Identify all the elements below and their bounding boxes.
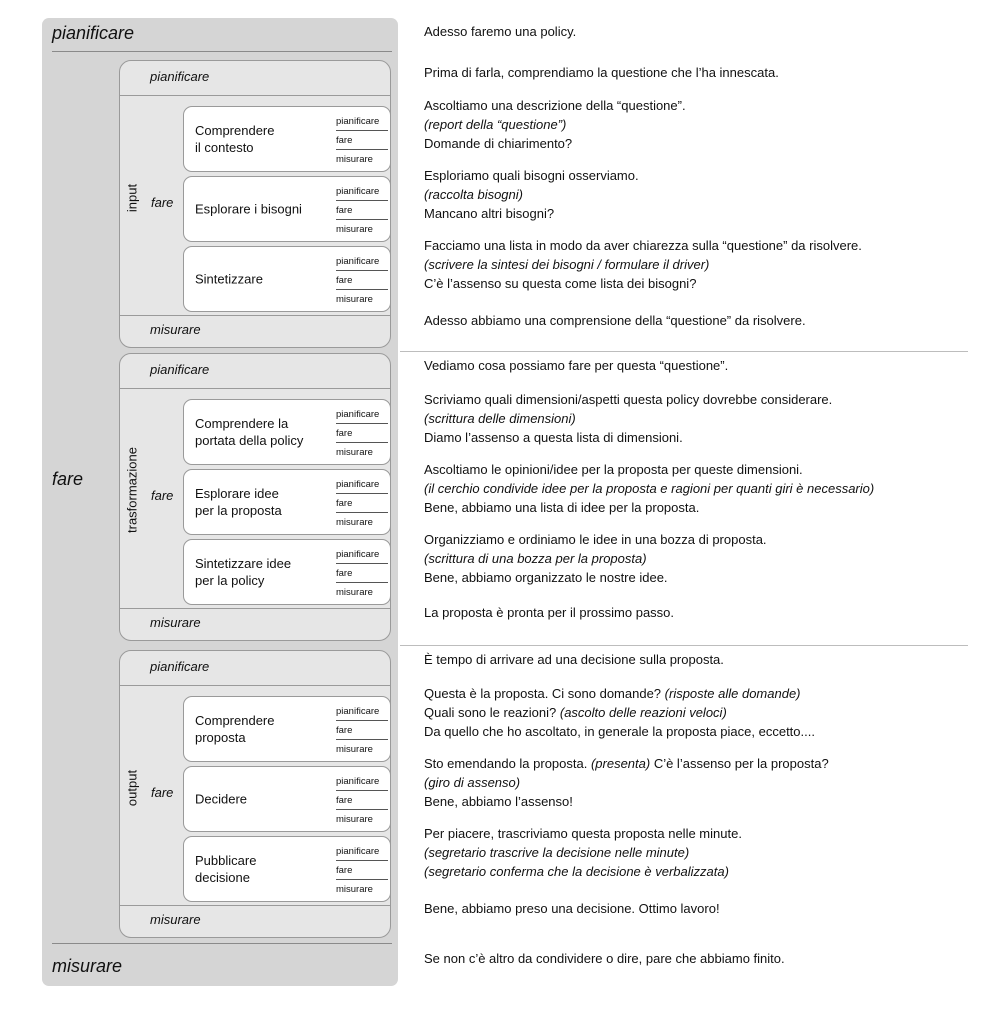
instruction-note: (raccolta bisogni) xyxy=(424,187,523,202)
step-card xyxy=(183,696,391,762)
instruction-block xyxy=(424,236,984,293)
instruction-text: Questa è la proposta. Ci sono domande? xyxy=(424,686,665,701)
instruction-line xyxy=(424,684,984,703)
instruction-text: Organizziamo e ordiniamo le idee in una bozza di proposta. xyxy=(424,532,767,547)
instruction-text: Esploriamo quali bisogni osserviamo. xyxy=(424,168,639,183)
phase-fare-label: fare xyxy=(151,488,174,503)
instruction-text: Prima di farla, comprendiamo la questione che l’ha innescata. xyxy=(424,65,779,80)
instruction-line xyxy=(424,549,984,568)
step-mini-cycle xyxy=(336,112,388,169)
instruction-line xyxy=(424,204,984,223)
instruction-text: Per piacere, trascriviamo questa proposta nelle minute. xyxy=(424,826,742,841)
step-mini-cycle xyxy=(336,842,388,899)
phase-name-label: trasformazione xyxy=(124,447,140,533)
mini-fare-label: fare xyxy=(336,791,388,810)
instruction-line xyxy=(424,530,984,549)
instruction-line xyxy=(424,134,984,153)
instruction-text: Bene, abbiamo una lista di idee per la proposta. xyxy=(424,500,700,515)
instruction-line xyxy=(424,754,984,773)
phase-top-divider xyxy=(120,685,390,686)
instruction-block xyxy=(424,650,984,669)
phase-pianificare-label: pianificare xyxy=(150,362,210,377)
instruction-line xyxy=(424,115,984,134)
phase-misurare-label: misurare xyxy=(150,912,201,927)
phase-1 xyxy=(119,353,391,641)
instruction-text: C’è l’assenso su questa come lista dei bisogni? xyxy=(424,276,697,291)
instruction-note: (segretario trascrive la decisione nelle minute) xyxy=(424,845,690,860)
instruction-line xyxy=(424,843,984,862)
instruction-line xyxy=(424,773,984,792)
instruction-note: (report della “questione”) xyxy=(424,117,567,132)
phase-pianificare-label: pianificare xyxy=(150,659,210,674)
instruction-text: Facciamo una lista in modo da aver chiarezza sulla “questione” da risolvere. xyxy=(424,238,862,253)
mini-pianificare-label: pianificare xyxy=(336,182,388,201)
instruction-line xyxy=(424,22,984,41)
instruction-text: Scriviamo quali dimensioni/aspetti questa policy dovrebbe considerare. xyxy=(424,392,833,407)
instruction-text: Mancano altri bisogni? xyxy=(424,206,555,221)
instruction-text: Ascoltiamo le opinioni/idee per la proposta per queste dimensioni. xyxy=(424,462,803,477)
mini-fare-label: fare xyxy=(336,721,388,740)
outer-top-divider xyxy=(52,51,392,52)
instruction-line xyxy=(424,568,984,587)
section-divider-1 xyxy=(400,351,968,352)
mini-misurare-label: misurare xyxy=(336,224,373,235)
mini-pianificare-label: pianificare xyxy=(336,252,388,271)
outer-fare-label: fare xyxy=(52,469,84,489)
phase-bottom-divider xyxy=(120,608,390,609)
instruction-text: È tempo di arrivare ad una decisione sulla proposta. xyxy=(424,652,724,667)
step-title: Pubblicare decisione xyxy=(195,853,257,885)
instruction-text: Da quello che ho ascoltato, in generale la proposta piace, eccetto.... xyxy=(424,724,815,739)
mini-pianificare-label: pianificare xyxy=(336,405,388,424)
instruction-text: Bene, abbiamo organizzato le nostre idee. xyxy=(424,570,668,585)
mini-pianificare-label: pianificare xyxy=(336,475,388,494)
step-title: Sintetizzare idee per la policy xyxy=(195,556,292,588)
instruction-line xyxy=(424,311,984,330)
outer-misurare-label: misurare xyxy=(52,956,123,976)
instruction-block xyxy=(424,824,984,881)
instruction-note: (scrittura delle dimensioni) xyxy=(424,411,576,426)
instruction-text: Ascoltiamo una descrizione della “questione”. xyxy=(424,98,686,113)
instruction-line xyxy=(424,722,984,741)
instruction-line xyxy=(424,899,984,918)
instruction-text: Adesso abbiamo una comprensione della “questione” da risolvere. xyxy=(424,313,806,328)
mini-fare-label: fare xyxy=(336,564,388,583)
instruction-line xyxy=(424,63,984,82)
instruction-note: (giro di assenso) xyxy=(424,775,521,790)
step-mini-cycle xyxy=(336,702,388,759)
instruction-block xyxy=(424,684,984,741)
step-card xyxy=(183,469,391,535)
mini-misurare-label: misurare xyxy=(336,154,373,165)
instruction-line xyxy=(424,650,984,669)
step-card xyxy=(183,836,391,902)
phase-2 xyxy=(119,650,391,938)
mini-misurare-label: misurare xyxy=(336,587,373,598)
phase-0 xyxy=(119,60,391,348)
mini-misurare-label: misurare xyxy=(336,814,373,825)
instruction-line xyxy=(424,409,984,428)
instruction-line xyxy=(424,185,984,204)
outer-bottom-divider xyxy=(52,943,392,944)
instruction-text: Quali sono le reazioni? xyxy=(424,705,560,720)
phase-misurare-label: misurare xyxy=(150,322,201,337)
instruction-text: Diamo l’assenso a questa lista di dimensioni. xyxy=(424,430,683,445)
instruction-note: (presenta) xyxy=(590,756,651,771)
instruction-block xyxy=(424,754,984,811)
instruction-line xyxy=(424,792,984,811)
instruction-text: La proposta è pronta per il prossimo passo. xyxy=(424,605,675,620)
instruction-note: (segretario conferma che la decisione è verbalizzata) xyxy=(424,864,729,879)
instruction-line xyxy=(424,703,984,722)
instruction-block xyxy=(424,390,984,447)
instruction-text: Bene, abbiamo l’assenso! xyxy=(424,794,573,809)
instruction-note: (ascolto delle reazioni veloci) xyxy=(559,705,727,720)
section-divider-2 xyxy=(400,645,968,646)
mini-fare-label: fare xyxy=(336,201,388,220)
phase-bottom-divider xyxy=(120,315,390,316)
instruction-line xyxy=(424,949,984,968)
instruction-line xyxy=(424,862,984,881)
phase-top-divider xyxy=(120,388,390,389)
instruction-line xyxy=(424,356,984,375)
instruction-text: Adesso faremo una policy. xyxy=(424,24,577,39)
mini-misurare-label: misurare xyxy=(336,517,373,528)
instruction-text: C’è l’assenso per la proposta? xyxy=(650,756,829,771)
instruction-block xyxy=(424,311,984,330)
instruction-block xyxy=(424,530,984,587)
step-mini-cycle xyxy=(336,545,388,602)
instruction-note: (il cerchio condivide idee per la proposta e ragioni per quanti giri è necessario) xyxy=(424,481,875,496)
step-card xyxy=(183,399,391,465)
step-mini-cycle xyxy=(336,475,388,532)
instruction-note: (risposte alle domande) xyxy=(664,686,801,701)
instruction-line xyxy=(424,96,984,115)
instruction-block xyxy=(424,356,984,375)
step-mini-cycle xyxy=(336,772,388,829)
step-mini-cycle xyxy=(336,252,388,309)
instruction-block xyxy=(424,166,984,223)
step-card xyxy=(183,106,391,172)
mini-fare-label: fare xyxy=(336,131,388,150)
step-title: Comprendere il contesto xyxy=(195,123,275,155)
mini-pianificare-label: pianificare xyxy=(336,842,388,861)
step-title: Comprendere proposta xyxy=(195,713,275,745)
phase-misurare-label: misurare xyxy=(150,615,201,630)
step-mini-cycle xyxy=(336,405,388,462)
instruction-line xyxy=(424,460,984,479)
step-title: Esplorare idee per la proposta xyxy=(195,486,282,518)
phase-fare-label: fare xyxy=(151,785,174,800)
step-mini-cycle xyxy=(336,182,388,239)
phase-pianificare-label: pianificare xyxy=(150,69,210,84)
instruction-line xyxy=(424,166,984,185)
step-title: Sintetizzare xyxy=(195,271,263,287)
instruction-line xyxy=(424,603,984,622)
mini-pianificare-label: pianificare xyxy=(336,772,388,791)
instruction-block xyxy=(424,460,984,517)
outer-pianificare-label: pianificare xyxy=(52,23,135,43)
mini-fare-label: fare xyxy=(336,424,388,443)
instruction-line xyxy=(424,255,984,274)
instruction-block xyxy=(424,22,984,41)
step-card xyxy=(183,539,391,605)
mini-misurare-label: misurare xyxy=(336,447,373,458)
step-title: Esplorare i bisogni xyxy=(195,201,302,217)
instruction-text: Se non c’è altro da condividere o dire, pare che abbiamo finito. xyxy=(424,951,785,966)
mini-pianificare-label: pianificare xyxy=(336,112,388,131)
mini-misurare-label: misurare xyxy=(336,294,373,305)
instruction-text: Vediamo cosa possiamo fare per questa “questione”. xyxy=(424,358,729,373)
instruction-text: Bene, abbiamo preso una decisione. Ottimo lavoro! xyxy=(424,901,720,916)
phase-name-label: input xyxy=(124,183,140,213)
instruction-block xyxy=(424,603,984,622)
instruction-note: (scrivere la sintesi dei bisogni / formulare il driver) xyxy=(424,257,710,272)
instruction-line xyxy=(424,274,984,293)
mini-fare-label: fare xyxy=(336,861,388,880)
step-card xyxy=(183,176,391,242)
instruction-block xyxy=(424,949,984,968)
instruction-block xyxy=(424,63,984,82)
instruction-line xyxy=(424,479,984,498)
mini-misurare-label: misurare xyxy=(336,744,373,755)
instruction-line xyxy=(424,428,984,447)
phase-fare-label: fare xyxy=(151,195,174,210)
mini-misurare-label: misurare xyxy=(336,884,373,895)
mini-pianificare-label: pianificare xyxy=(336,702,388,721)
instruction-block xyxy=(424,96,984,153)
step-title: Comprendere la portata della policy xyxy=(195,416,304,448)
phase-top-divider xyxy=(120,95,390,96)
instruction-text: Domande di chiarimento? xyxy=(424,136,573,151)
mini-pianificare-label: pianificare xyxy=(336,545,388,564)
phase-name-label: output xyxy=(124,769,140,807)
mini-fare-label: fare xyxy=(336,271,388,290)
instruction-block xyxy=(424,899,984,918)
step-title: Decidere xyxy=(195,791,248,807)
step-card xyxy=(183,766,391,832)
instruction-text: Sto emendando la proposta. xyxy=(424,756,591,771)
instruction-line xyxy=(424,390,984,409)
instruction-note: (scrittura di una bozza per la proposta) xyxy=(424,551,647,566)
mini-fare-label: fare xyxy=(336,494,388,513)
phase-bottom-divider xyxy=(120,905,390,906)
step-card xyxy=(183,246,391,312)
outer-cycle-panel xyxy=(42,18,398,986)
instruction-line xyxy=(424,236,984,255)
instruction-line xyxy=(424,498,984,517)
instruction-line xyxy=(424,824,984,843)
